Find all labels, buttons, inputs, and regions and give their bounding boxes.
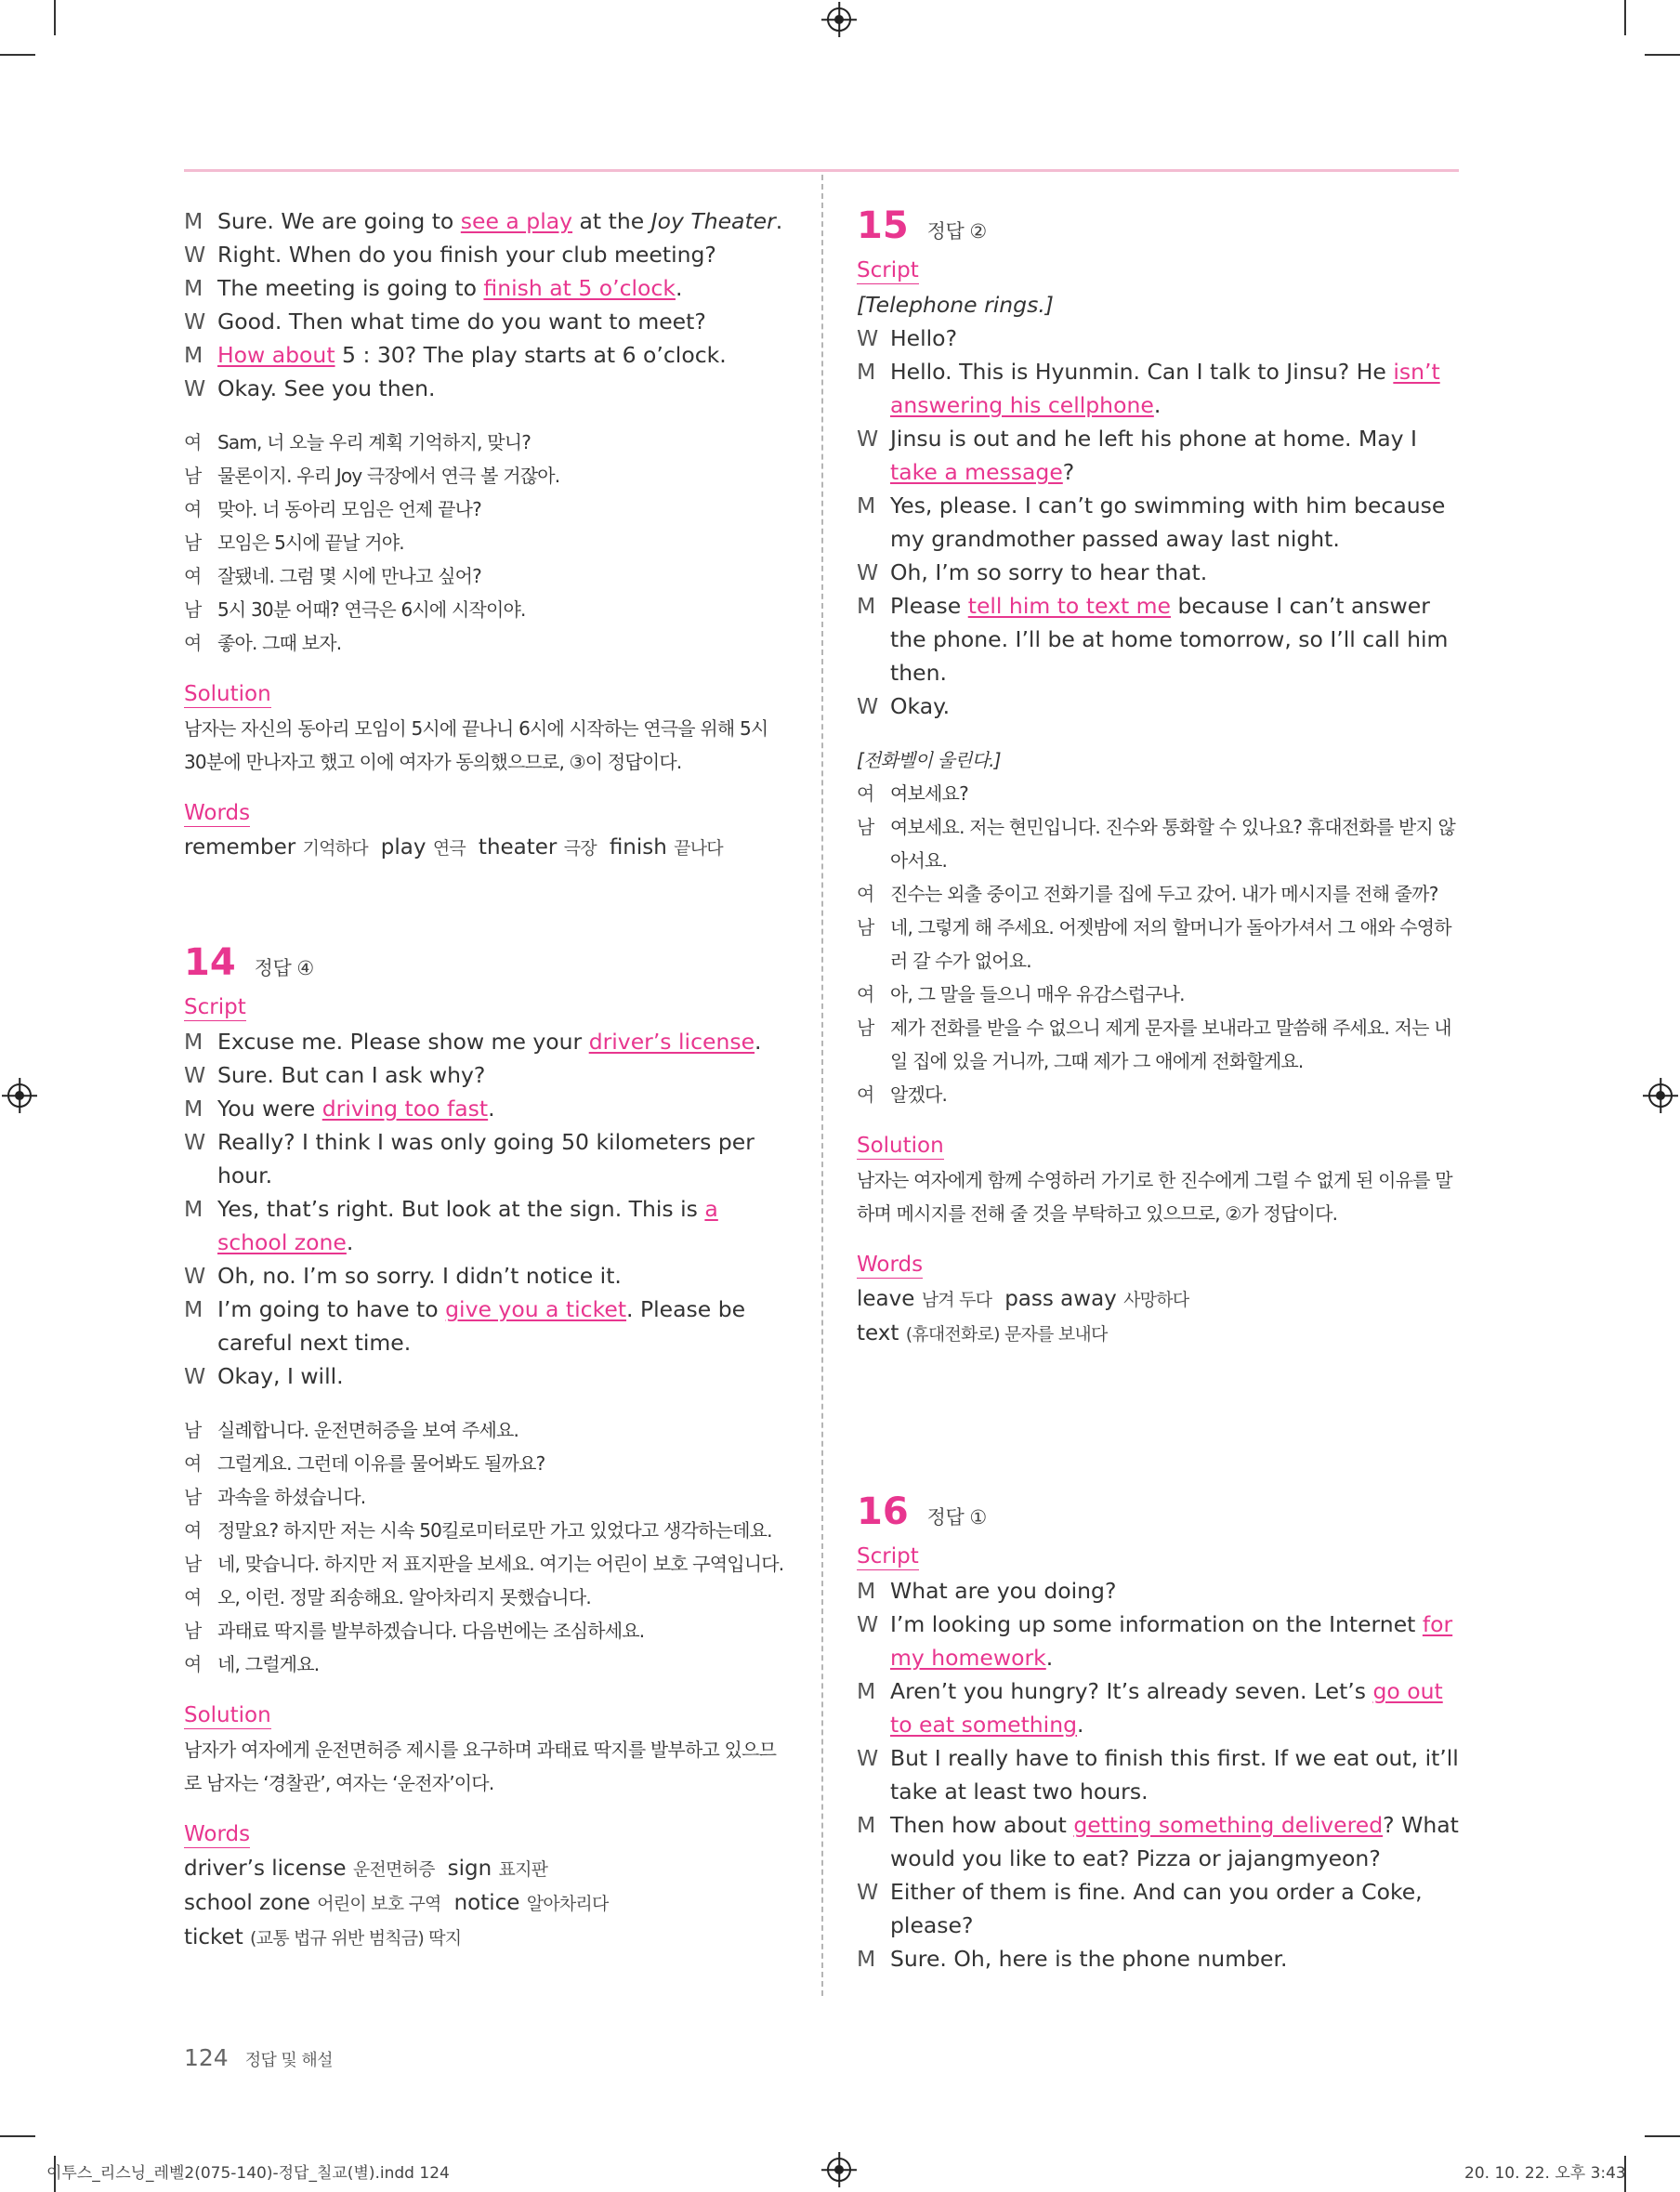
word-en: ticket (184, 1925, 251, 1949)
translation-text: 과속을 하셨습니다. (217, 1486, 366, 1508)
translation-line (857, 1078, 1459, 1111)
translation-line (857, 911, 1459, 978)
translation-line (857, 810, 1459, 877)
script-text: Right. When do you finish your club meeting? (217, 242, 716, 268)
translation-text: 물론이지. 우리 Joy 극장에서 연극 볼 거잖아. (217, 465, 560, 487)
translation-text: 네, 맞습니다. 하지만 저 표지판을 보세요. 여기는 어린이 보호 구역입니다. (217, 1553, 784, 1575)
script-label: Script (857, 258, 919, 282)
script-text: . (755, 1029, 762, 1055)
word-en: school zone (184, 1891, 318, 1915)
translation-line (184, 1514, 784, 1547)
speaker-label: W (857, 1745, 879, 1771)
speaker-label: W (184, 1263, 206, 1289)
words-row (184, 1852, 784, 1886)
script-label: Script (857, 1544, 919, 1569)
highlighted-phrase: driver’s license (588, 1029, 755, 1055)
speaker-label: W (857, 559, 879, 585)
translation-q13 (184, 426, 784, 660)
file-slug: 이투스_리스닝_레벨2(075-140)-정답_칠교(별).indd 124 (46, 2164, 450, 2183)
speaker-label: W (857, 426, 879, 452)
word-en: theater (478, 835, 564, 860)
translation-text: 과태료 딱지를 발부하겠습니다. 다음번에는 조심하세요. (217, 1620, 645, 1642)
speaker-label: M (184, 1296, 203, 1322)
script-line (184, 204, 784, 238)
translation-q14 (184, 1413, 784, 1681)
speaker-label: 남 (857, 816, 874, 838)
speaker-label: 여 (184, 431, 202, 453)
translation-text: 모임은 5시에 끝날 거야. (217, 532, 404, 554)
speaker-label: M (184, 275, 203, 301)
script-text: . (775, 208, 783, 234)
script-line (857, 1608, 1459, 1674)
words-list (184, 1852, 784, 1955)
words-label: Words (857, 1253, 924, 1277)
speaker-label: 남 (184, 532, 202, 554)
speaker-label: M (857, 1578, 876, 1604)
speaker-label: 남 (184, 1419, 202, 1441)
script-text: 5 : 30? The play starts at 6 o’clock. (335, 342, 727, 368)
script-line (857, 1808, 1459, 1875)
translation-line (184, 1647, 784, 1681)
script-text: Either of them is fine. And can you order a Coke, please? (890, 1879, 1423, 1938)
solution-label: Solution (857, 1134, 944, 1158)
speaker-label: W (184, 242, 206, 268)
translation-line (184, 459, 784, 492)
speaker-label: 남 (184, 598, 202, 621)
translation-text: 제가 전화를 받을 수 없으니 제게 문자를 보내라고 말씀해 주세요. 저는 내일 집에 있을 거니까, 그때 제가 그 애에게 전화할게요. (890, 1017, 1451, 1072)
script-text: Okay, I will. (217, 1363, 344, 1389)
highlighted-phrase: driving too fast (322, 1096, 489, 1122)
translation-line (184, 1547, 784, 1581)
script-text: Please (890, 593, 968, 619)
speaker-label: M (184, 1029, 203, 1055)
script-line (184, 1192, 784, 1259)
script-line (184, 1293, 784, 1359)
translation-text: 잘됐네. 그럼 몇 시에 만나고 싶어? (217, 565, 481, 587)
script-text: . (1153, 392, 1162, 418)
translation-text: 여보세요? (890, 782, 968, 805)
speaker-label: W (184, 308, 206, 335)
highlighted-phrase: tell him to text me (967, 593, 1171, 619)
script-text: Excuse me. Please show me your (217, 1029, 589, 1055)
script-text: ? What would you like to eat? Pizza or jajangmyeon? (890, 1812, 1459, 1871)
footer-section: 정답 및 해설 (244, 2051, 333, 2070)
translation-line (857, 1011, 1459, 1078)
script-line (857, 689, 1459, 723)
script-text: What are you doing? (890, 1578, 1117, 1604)
translation-text: 그럴게요. 그런데 이유를 물어봐도 될까요? (217, 1452, 545, 1475)
translation-text: 오, 이런. 정말 죄송해요. 알아차리지 못했습니다. (217, 1586, 591, 1608)
page-number: 124 (184, 2044, 229, 2071)
column-divider (821, 175, 823, 1996)
speaker-label: W (857, 693, 879, 719)
words-label: Words (184, 1822, 251, 1846)
question-header-15 (857, 204, 1459, 247)
question-header-16 (857, 1490, 1459, 1533)
crop-mark (0, 2135, 35, 2137)
script-line (857, 422, 1459, 489)
date-slug: 20. 10. 22. 오후 3:43 (1464, 2164, 1626, 2183)
word-en: sign (447, 1857, 499, 1881)
translation-text: 아, 그 말을 들으니 매우 유감스럽구나. (890, 983, 1185, 1005)
crop-mark (1645, 54, 1680, 56)
word-ko: 사망하다 (1123, 1290, 1189, 1310)
translation-line (184, 1480, 784, 1514)
script-line (184, 1125, 784, 1192)
words-row (184, 1921, 784, 1955)
word-ko: (휴대전화로) 문자를 보내다 (905, 1324, 1108, 1345)
script-text: You were (217, 1096, 322, 1122)
script-line (857, 1741, 1459, 1808)
script-text: . (346, 1229, 354, 1255)
word-en: leave (857, 1287, 922, 1311)
script-text: Okay. (890, 693, 951, 719)
highlighted-phrase: getting something delivered (1073, 1812, 1384, 1838)
highlighted-phrase: a school zone (217, 1196, 718, 1255)
speaker-label: 여 (184, 632, 202, 654)
script-text: Jinsu is out and he left his phone at home. May I (890, 426, 1417, 452)
script-text: Sure. Oh, here is the phone number. (890, 1946, 1288, 1972)
script-text: Aren’t you hungry? It’s already seven. Let’s (890, 1678, 1373, 1704)
speaker-label: 여 (857, 1083, 874, 1106)
speaker-label: M (184, 1196, 203, 1222)
speaker-label: 여 (184, 1519, 202, 1542)
script-line (184, 1025, 784, 1058)
script-text: Oh, no. I’m so sorry. I didn’t notice it. (217, 1263, 622, 1289)
dialog-q13-end (184, 204, 784, 405)
translation-text: Sam, 너 오늘 우리 계획 기억하지, 맞니? (217, 431, 532, 453)
speaker-label: W (857, 325, 879, 351)
highlighted-phrase: for my homework (890, 1611, 1453, 1671)
script-text: Yes, please. I can’t go swimming with him because my grandmother passed away last night. (890, 492, 1446, 552)
script-text: Then how about (890, 1812, 1074, 1838)
solution-label: Solution (184, 682, 271, 706)
script-text: But I really have to finish this first. If we eat out, it’ll take at least two hours. (890, 1745, 1459, 1805)
words-row (184, 831, 784, 865)
script-text: I’m looking up some information on the Internet (890, 1611, 1423, 1637)
stage-direction-ko: [전화벨이 울린다.] (857, 749, 1001, 771)
translation-text: 알겠다. (890, 1083, 948, 1106)
speaker-label: 남 (857, 1017, 874, 1039)
script-text: Joy Theater (650, 208, 776, 234)
word-ko: 알아차리다 (526, 1894, 609, 1914)
translation-text: 좋아. 그때 보자. (217, 632, 342, 654)
script-line (857, 322, 1459, 355)
script-text: ? (1062, 459, 1075, 485)
words-row (857, 1282, 1459, 1317)
translation-line (184, 426, 784, 459)
crop-mark (54, 0, 56, 35)
translation-text: 실례합니다. 운전면허증을 보여 주세요. (217, 1419, 519, 1441)
word-en: text (857, 1321, 906, 1345)
script-line (857, 489, 1459, 556)
speaker-label: 남 (184, 465, 202, 487)
script-text: Really? I think I was only going 50 kilometers per hour. (217, 1129, 755, 1188)
translation-line (184, 1614, 784, 1647)
solution-text: 남자는 여자에게 함께 수영하러 가기로 한 진수에게 그럴 수 없게 된 이유를 말하며 메시지를 전해 줄 것을 부탁하고 있으므로, ②가 정답이다. (857, 1169, 1452, 1225)
script-line (857, 556, 1459, 589)
translation-line (184, 492, 784, 526)
speaker-label: W (184, 1129, 206, 1155)
speaker-label: 여 (857, 983, 874, 1005)
speaker-label: 여 (184, 565, 202, 587)
word-ko: 남겨 두다 (921, 1290, 992, 1310)
translation-line (184, 526, 784, 559)
speaker-label: W (857, 1611, 879, 1637)
speaker-label: M (184, 342, 203, 368)
speaker-label: M (857, 593, 876, 619)
translation-text: 진수는 외출 중이고 전화기를 집에 두고 갔어. 내가 메시지를 전해 줄까? (890, 883, 1438, 905)
speaker-label: W (184, 1062, 206, 1088)
script-text: . (675, 275, 683, 301)
script-text: Oh, I’m so sorry to hear that. (890, 559, 1208, 585)
script-line (857, 1674, 1459, 1741)
script-text: . Please be careful next time. (217, 1296, 746, 1356)
word-ko: 표지판 (498, 1859, 548, 1880)
translation-text: 5시 30분 어때? 연극은 6시에 시작이야. (217, 598, 526, 621)
speaker-label: 여 (857, 782, 874, 805)
translation-line (857, 777, 1459, 810)
script-line (184, 338, 784, 372)
speaker-label: M (857, 1678, 876, 1704)
script-line (184, 1058, 784, 1092)
word-ko: 어린이 보호 구역 (317, 1894, 441, 1914)
script-text: . (488, 1096, 495, 1122)
translation-text: 여보세요. 저는 현민입니다. 진수와 통화할 수 있나요? 휴대전화를 받지 않아서요. (890, 816, 1456, 872)
solution-text: 남자는 자신의 동아리 모임이 5시에 끝나니 6시에 시작하는 연극을 위해 5시 30분에 만나자고 했고 이에 여자가 동의했으므로, ③이 정답이다. (184, 717, 768, 773)
script-text: Yes, that’s right. But look at the sign. This is (217, 1196, 705, 1222)
script-text: Sure. We are going to (217, 208, 461, 234)
words-row (857, 1317, 1459, 1351)
crop-mark (0, 54, 35, 56)
speaker-label: M (857, 1812, 876, 1838)
dialog-q15 (857, 322, 1459, 723)
stage-direction: [Telephone rings.] (857, 292, 1054, 318)
speaker-label: M (857, 1946, 876, 1972)
right-column (857, 204, 1459, 1975)
word-ko: 연극 (432, 838, 466, 859)
speaker-label: 남 (184, 1486, 202, 1508)
dialog-q16 (857, 1574, 1459, 1975)
script-line (184, 1259, 784, 1293)
script-line (184, 372, 784, 405)
registration-target-icon (7, 1083, 32, 1108)
translation-text: 네, 그럴게요. (217, 1653, 320, 1675)
script-text: I’m going to have to (217, 1296, 446, 1322)
script-line (857, 355, 1459, 422)
word-ko: (교통 법규 위반 범칙금) 딱지 (250, 1928, 462, 1949)
words-list (857, 1282, 1459, 1351)
script-line (857, 1875, 1459, 1942)
word-en: play (380, 835, 433, 860)
words-row (184, 1886, 784, 1921)
translation-text: 정말요? 하지만 저는 시속 50킬로미터로만 가고 있었다고 생각하는데요. (217, 1519, 772, 1542)
highlighted-phrase: finish at 5 o’clock (483, 275, 676, 301)
speaker-label: W (184, 1363, 206, 1389)
dialog-q14 (184, 1025, 784, 1393)
script-text: The meeting is going to (217, 275, 484, 301)
speaker-label: M (857, 492, 876, 518)
word-ko: 기억하다 (302, 838, 368, 859)
speaker-label: 여 (184, 1586, 202, 1608)
question-header-14 (184, 941, 784, 984)
highlighted-phrase: see a play (460, 208, 573, 234)
left-column (184, 204, 784, 1955)
words-label: Words (184, 801, 251, 825)
translation-line (184, 593, 784, 626)
script-text: Hello. This is Hyunmin. Can I talk to Jinsu? He (890, 359, 1394, 385)
script-line (184, 305, 784, 338)
speaker-label: 남 (857, 916, 874, 938)
page-footer (184, 2044, 333, 2071)
script-line (184, 1359, 784, 1393)
crop-mark (1645, 2135, 1680, 2137)
speaker-label: 여 (184, 498, 202, 520)
word-ko: 극장 (563, 838, 597, 859)
solution-text: 남자가 여자에게 운전면허증 제시를 요구하며 과태료 딱지를 발부하고 있으므로 남자는 ‘경찰관’, 여자는 ‘운전자’이다. (184, 1739, 777, 1794)
translation-line (184, 1581, 784, 1614)
word-en: pass away (1004, 1287, 1124, 1311)
question-number: 15 (857, 204, 909, 247)
speaker-label: M (857, 359, 876, 385)
question-number: 16 (857, 1490, 909, 1533)
question-number: 14 (184, 941, 236, 984)
script-line (857, 1574, 1459, 1608)
answer-key: 정답 ② (926, 220, 987, 243)
highlighted-phrase: give you a ticket (445, 1296, 627, 1322)
highlighted-phrase: isn’t answering his cellphone (890, 359, 1440, 418)
script-text: Hello? (890, 325, 958, 351)
registration-target-icon (827, 2158, 851, 2182)
speaker-label: 남 (184, 1553, 202, 1575)
word-ko: 운전면허증 (352, 1859, 435, 1880)
word-ko: 끝나다 (674, 838, 723, 859)
script-line (184, 238, 784, 271)
word-en: driver’s license (184, 1857, 353, 1881)
script-text: Sure. But can I ask why? (217, 1062, 486, 1088)
script-text: because I can’t answer the phone. I’ll be at home tomorrow, so I’ll call him then. (890, 593, 1449, 686)
speaker-label: 여 (857, 883, 874, 905)
script-line (857, 1942, 1459, 1975)
speaker-label: M (184, 208, 203, 234)
words-list (184, 831, 784, 865)
script-text: Okay. See you then. (217, 375, 436, 401)
registration-target-icon (827, 7, 851, 32)
translation-q15 (857, 777, 1459, 1111)
script-text: Good. Then what time do you want to meet? (217, 308, 706, 335)
answer-key: 정답 ④ (254, 957, 314, 979)
word-en: notice (453, 1891, 527, 1915)
translation-line (857, 978, 1459, 1011)
translation-line (184, 1447, 784, 1480)
highlighted-phrase: take a message (890, 459, 1063, 485)
speaker-label: 여 (184, 1452, 202, 1475)
crop-mark (1624, 0, 1626, 35)
answer-key: 정답 ① (926, 1506, 987, 1529)
script-text: at the (572, 208, 651, 234)
highlighted-phrase: How about (217, 342, 335, 368)
word-en: remember (184, 835, 303, 860)
speaker-label: W (184, 375, 206, 401)
translation-text: 네, 그렇게 해 주세요. 어젯밤에 저의 할머니가 돌아가셔서 그 애와 수영하러 갈 수가 없어요. (890, 916, 1451, 972)
word-en: finish (609, 835, 675, 860)
speaker-label: 남 (184, 1620, 202, 1642)
translation-line (184, 559, 784, 593)
script-line (184, 271, 784, 305)
solution-label: Solution (184, 1703, 271, 1727)
speaker-label: 여 (184, 1653, 202, 1675)
speaker-label: W (857, 1879, 879, 1905)
translation-text: 맞아. 너 동아리 모임은 언제 끝나? (217, 498, 481, 520)
speaker-label: M (184, 1096, 203, 1122)
script-line (184, 1092, 784, 1125)
script-label: Script (184, 995, 246, 1019)
registration-target-icon (1648, 1083, 1673, 1108)
script-line (857, 589, 1459, 689)
translation-line (184, 626, 784, 660)
translation-line (184, 1413, 784, 1447)
script-text: . (1077, 1712, 1084, 1738)
translation-line (857, 877, 1459, 911)
header-rule (184, 169, 1459, 172)
highlighted-phrase: go out to eat something (890, 1678, 1443, 1738)
script-text: . (1045, 1645, 1054, 1671)
